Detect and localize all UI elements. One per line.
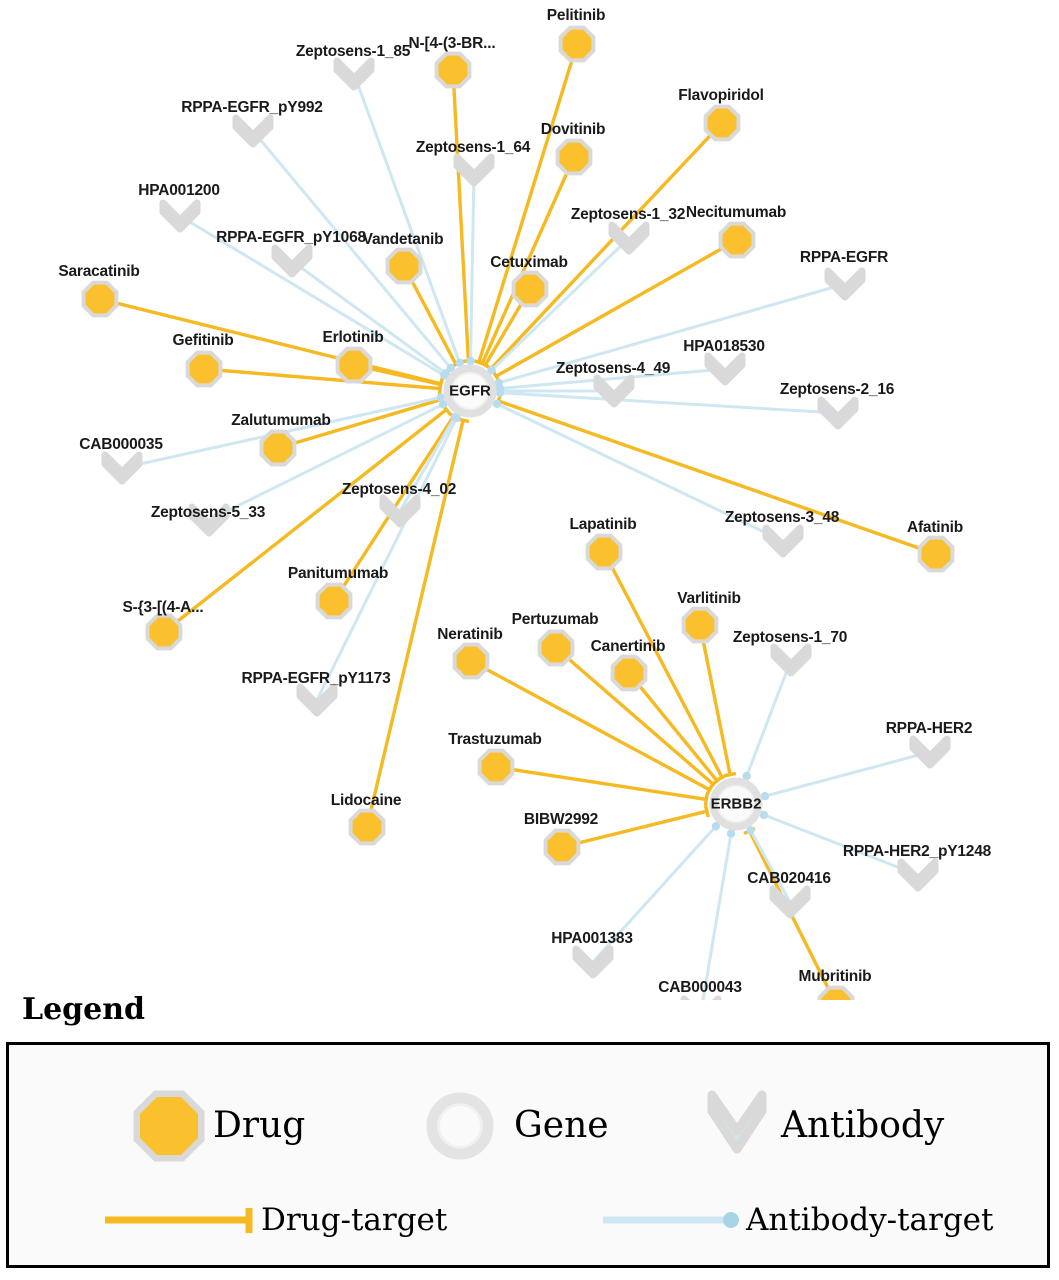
drug-target-arrow: [705, 805, 708, 817]
drug-node-label: S-{3-[(4-A...: [122, 599, 204, 616]
drug-node-label: Lapatinib: [569, 516, 637, 533]
antibody-target-arrow: [496, 389, 504, 397]
antibody-target-edge: [317, 418, 457, 700]
drug-node-label: Neratinib: [437, 626, 503, 643]
drug-node-label: Flavopiridol: [678, 87, 764, 104]
antibody-node-label: RPPA-HER2_pY1248: [842, 843, 992, 860]
antibody-target-edge: [701, 834, 731, 1000]
drug-node[interactable]: [723, 226, 751, 254]
drug-node-label: N-[4-(3-BR...: [408, 35, 496, 52]
legend-label-drug: Drug: [213, 1105, 306, 1146]
legend-box: [6, 1042, 1050, 1268]
drug-node-label: Erlotinib: [322, 329, 384, 346]
antibody-node[interactable]: [828, 271, 862, 297]
antibody-node-label: Zeptosens-1_70: [732, 629, 848, 646]
antibody-node-label: RPPA-EGFR_pY1173: [241, 670, 391, 687]
drug-node-label: Pelitinib: [546, 7, 606, 24]
antibody-node-label: CAB000035: [79, 436, 163, 453]
drug-target-edge: [479, 44, 577, 362]
drug-node[interactable]: [560, 143, 588, 171]
antibody-node[interactable]: [774, 647, 808, 673]
drug-node[interactable]: [590, 538, 618, 566]
drug-target-arrow: [724, 773, 736, 775]
antibody-node[interactable]: [901, 862, 935, 888]
legend-gene-icon: [432, 1098, 488, 1154]
drug-node[interactable]: [686, 611, 714, 639]
drug-node-label: Gefitinib: [172, 332, 234, 349]
antibody-node[interactable]: [612, 225, 646, 251]
antibody-target-edge: [499, 284, 845, 383]
antibody-node-label: Zeptosens-3_48: [724, 509, 840, 526]
drug-node-label: Necitumumab: [685, 204, 787, 221]
antibody-target-edge: [765, 752, 930, 796]
antibody-node[interactable]: [684, 999, 718, 1000]
drug-node-label: Dovitinib: [540, 121, 606, 138]
drug-node[interactable]: [615, 659, 643, 687]
drug-node[interactable]: [439, 56, 467, 84]
drug-node[interactable]: [482, 753, 510, 781]
antibody-node-label: Zeptosens-5_33: [150, 504, 266, 521]
antibody-node-label: HPA001200: [138, 182, 220, 199]
antibody-node-label: Zeptosens-1_64: [415, 139, 531, 156]
antibody-node-label: RPPA-HER2: [885, 720, 973, 737]
antibody-node-label: CAB000043: [658, 979, 742, 996]
drug-target-edge: [453, 70, 468, 361]
drug-node[interactable]: [264, 434, 292, 462]
drug-node[interactable]: [563, 30, 591, 58]
antibody-node-label: Zeptosens-4_49: [555, 360, 671, 377]
legend-drug-icon: [140, 1097, 198, 1155]
legend-label-gene: Gene: [514, 1105, 609, 1146]
drug-node[interactable]: [320, 587, 348, 615]
drug-target-arrow: [705, 793, 707, 805]
drug-node[interactable]: [457, 647, 485, 675]
antibody-node-label: HPA018530: [683, 338, 765, 355]
legend-label-drug-target: Drug-target: [261, 1202, 448, 1238]
drug-node[interactable]: [548, 833, 576, 861]
antibody-node[interactable]: [236, 118, 270, 144]
gene-node-label: EGFR: [449, 382, 491, 400]
antibody-node[interactable]: [163, 203, 197, 229]
antibody-node[interactable]: [708, 356, 742, 382]
legend-antibody-target-edge-icon: [603, 1212, 739, 1228]
antibody-node-label: HPA001383: [551, 930, 633, 947]
antibody-node[interactable]: [105, 455, 139, 481]
drug-node-label: Lidocaine: [330, 792, 402, 809]
legend-label-antibody: Antibody: [781, 1105, 945, 1146]
drug-node[interactable]: [922, 540, 950, 568]
drug-target-edge: [700, 625, 730, 775]
drug-node-label: Trastuzumab: [448, 731, 542, 748]
antibody-node[interactable]: [337, 61, 371, 87]
drug-node[interactable]: [86, 285, 114, 313]
antibody-node-label: CAB020416: [747, 870, 831, 887]
drug-target-edge: [204, 369, 440, 389]
drug-node[interactable]: [190, 355, 218, 383]
drug-node-label: Mubritinib: [798, 968, 872, 985]
drug-node[interactable]: [340, 351, 368, 379]
drug-node-label: Panitumumab: [287, 565, 389, 582]
legend-label-antibody-target: Antibody-target: [746, 1202, 994, 1238]
antibody-target-arrow: [466, 357, 474, 365]
drug-node-label: BIBW2992: [523, 811, 599, 828]
drug-node[interactable]: [390, 252, 418, 280]
antibody-node-label: RPPA-EGFR: [799, 249, 889, 266]
antibody-node[interactable]: [766, 528, 800, 554]
antibody-node[interactable]: [913, 739, 947, 765]
antibody-node-label: Zeptosens-1_32: [570, 206, 686, 223]
legend-drug-target-edge-icon: [105, 1208, 251, 1233]
drug-node-label: Afatinib: [906, 519, 964, 536]
antibody-target-edge: [471, 170, 474, 361]
antibody-target-arrow: [727, 829, 735, 837]
drug-target-edge: [491, 123, 722, 369]
antibody-node[interactable]: [773, 889, 807, 915]
drug-target-edge: [498, 401, 936, 554]
antibody-node[interactable]: [457, 157, 491, 183]
antibody-node-label: Zeptosens-2_16: [779, 381, 895, 398]
antibody-target-edge: [747, 660, 791, 776]
antibody-node-label: Zeptosens-4_02: [341, 481, 457, 498]
antibody-node-label: RPPA-EGFR_pY1068: [216, 229, 366, 246]
legend-title: Legend: [22, 992, 146, 1027]
drug-node-label: Saracatinib: [58, 263, 140, 280]
drug-node[interactable]: [542, 634, 570, 662]
antibody-node-label: Zeptosens-1_85: [295, 43, 411, 60]
antibody-node[interactable]: [821, 400, 855, 426]
drug-node[interactable]: [150, 618, 178, 646]
antibody-node[interactable]: [576, 949, 610, 975]
drug-node[interactable]: [708, 109, 736, 137]
drug-node-label: Zalutumumab: [231, 412, 331, 429]
drug-node[interactable]: [516, 275, 544, 303]
antibody-node-label: RPPA-EGFR_pY992: [181, 99, 323, 116]
drug-node-label: Pertuzumab: [511, 611, 599, 628]
antibody-node[interactable]: [300, 687, 334, 713]
drug-node-label: Canertinib: [590, 638, 666, 655]
drug-node-label: Vandetanib: [362, 231, 444, 248]
legend-antibody-icon: [712, 1095, 762, 1149]
drug-node-label: Cetuximab: [490, 254, 568, 271]
drug-node[interactable]: [353, 813, 381, 841]
drug-target-edge: [629, 673, 717, 781]
gene-node-label: ERBB2: [710, 795, 762, 813]
drug-node-label: Varlitinib: [677, 590, 741, 607]
